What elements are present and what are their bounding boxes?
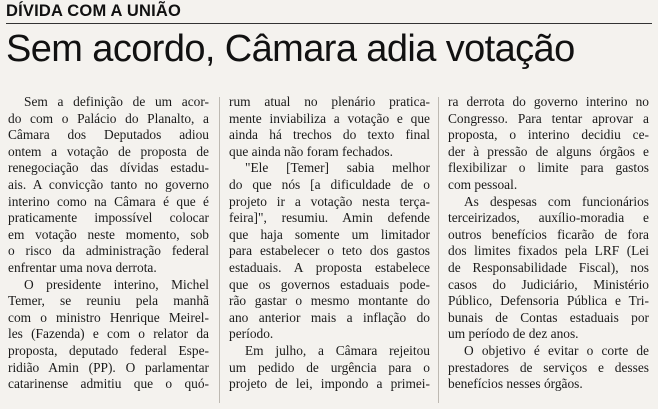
article-column-1 xyxy=(8,94,209,393)
article-line: interino como na Câmara é que é xyxy=(8,193,209,209)
headline: Sem acordo, Câmara adia votação xyxy=(6,28,575,70)
article-line: les (Fazenda) e com o relator da xyxy=(8,326,209,342)
kicker-rule xyxy=(6,23,652,24)
article-line: com pessoal. xyxy=(448,176,518,192)
article-line: mente inviabiliza a votação e que xyxy=(229,110,430,126)
article-line: feira]", resumiu. Amin defende xyxy=(229,210,430,226)
article-line: do com o Palácio do Planalto, a xyxy=(8,110,209,126)
article-line: Em julho, a Câmara rejeitou xyxy=(245,342,430,358)
article-line: Público, Defensoria Pública e Tri- xyxy=(448,293,649,309)
article-line: enfrentar uma nova derrota. xyxy=(8,259,157,275)
article-line: projeto ir a votação nesta terça- xyxy=(229,193,430,209)
article-line: ais. A convicção tanto no governo xyxy=(8,176,209,192)
article-line: O objetivo é evitar o corte de xyxy=(464,342,649,358)
article-line: der à pressão de alguns órgãos e xyxy=(448,143,649,159)
article-line: Sem a definição de um acor- xyxy=(24,94,209,109)
article-line: catarinense admitiu que o quó- xyxy=(8,376,209,392)
article-line: que ainda não foram fechados. xyxy=(229,143,393,159)
article-line: para estabelecer o teto dos gastos xyxy=(229,243,430,259)
article-line: proposta, o interino decidiu ce- xyxy=(448,127,649,143)
article-line: terceirizados, auxílio-moradia e xyxy=(448,210,649,226)
article-line: flexibilizar o limite para gastos xyxy=(448,160,649,176)
article-column-3 xyxy=(448,94,649,393)
column-divider xyxy=(219,97,220,403)
article-line: bunais de Contas estaduais por xyxy=(448,309,649,325)
article-line: com o ministro Henrique Meirel- xyxy=(8,309,209,325)
article-line: Congresso. Para tentar aprovar a xyxy=(448,110,649,126)
article-line: As despesas com funcionários xyxy=(464,193,649,209)
article-line: "Ele [Temer] sabia melhor xyxy=(245,160,430,176)
article-line: que os governos estaduais pode- xyxy=(229,276,430,292)
article-line: O presidente interino, Michel xyxy=(24,276,209,292)
article-line: renegociação das dívidas estadu- xyxy=(8,160,209,176)
article-line: de Responsabilidade Fiscal), nos xyxy=(448,259,649,275)
article-line: ra derrota do governo interino no xyxy=(448,94,649,109)
article-line: prestadores de serviços e desses xyxy=(448,359,649,375)
article-line: rum atual no plenário pratica- xyxy=(229,94,430,109)
article-line: um período de dez anos. xyxy=(448,326,579,342)
article-line: em votação neste momento, sob xyxy=(8,226,209,242)
article-line: proposta, deputado federal Espe- xyxy=(8,342,209,358)
article-line: dos limites fixados pela LRF (Lei xyxy=(448,243,649,259)
article-line: período. xyxy=(229,326,274,342)
article-line: do que nós [a dificuldade de o xyxy=(229,176,430,192)
article-line: que haja somente um limitador xyxy=(229,226,430,242)
article-line: um pedido de urgência para o xyxy=(229,359,430,375)
article-column-2 xyxy=(229,94,430,393)
column-divider xyxy=(438,97,439,403)
article-line: casos do Judiciário, Ministério xyxy=(448,276,649,292)
article-line: praticamente impossível colocar xyxy=(8,210,209,226)
article-line: ontem a votação de proposta de xyxy=(8,143,209,159)
article-line: estaduais. A proposta estabelece xyxy=(229,259,430,275)
article-line: ridião Amin (PP). O parlamentar xyxy=(8,359,209,375)
article-line: ainda há trechos do texto final xyxy=(229,127,430,143)
article-line: projeto de lei, impondo a primei- xyxy=(229,376,430,392)
article-line: Câmara dos Deputados adiou xyxy=(8,127,209,143)
article-line: rão gastar o mesmo montante do xyxy=(229,293,430,309)
article-line: outros benefícios ficarão de fora xyxy=(448,226,649,242)
article-line: Temer, se reuniu pela manhã xyxy=(8,293,209,309)
article-line: ano anterior mais a inflação do xyxy=(229,309,430,325)
article-line: o risco da administração federal xyxy=(8,243,209,259)
section-kicker: DÍVIDA COM A UNIÃO xyxy=(6,2,182,20)
article-line: benefícios nesses órgãos. xyxy=(448,376,583,392)
